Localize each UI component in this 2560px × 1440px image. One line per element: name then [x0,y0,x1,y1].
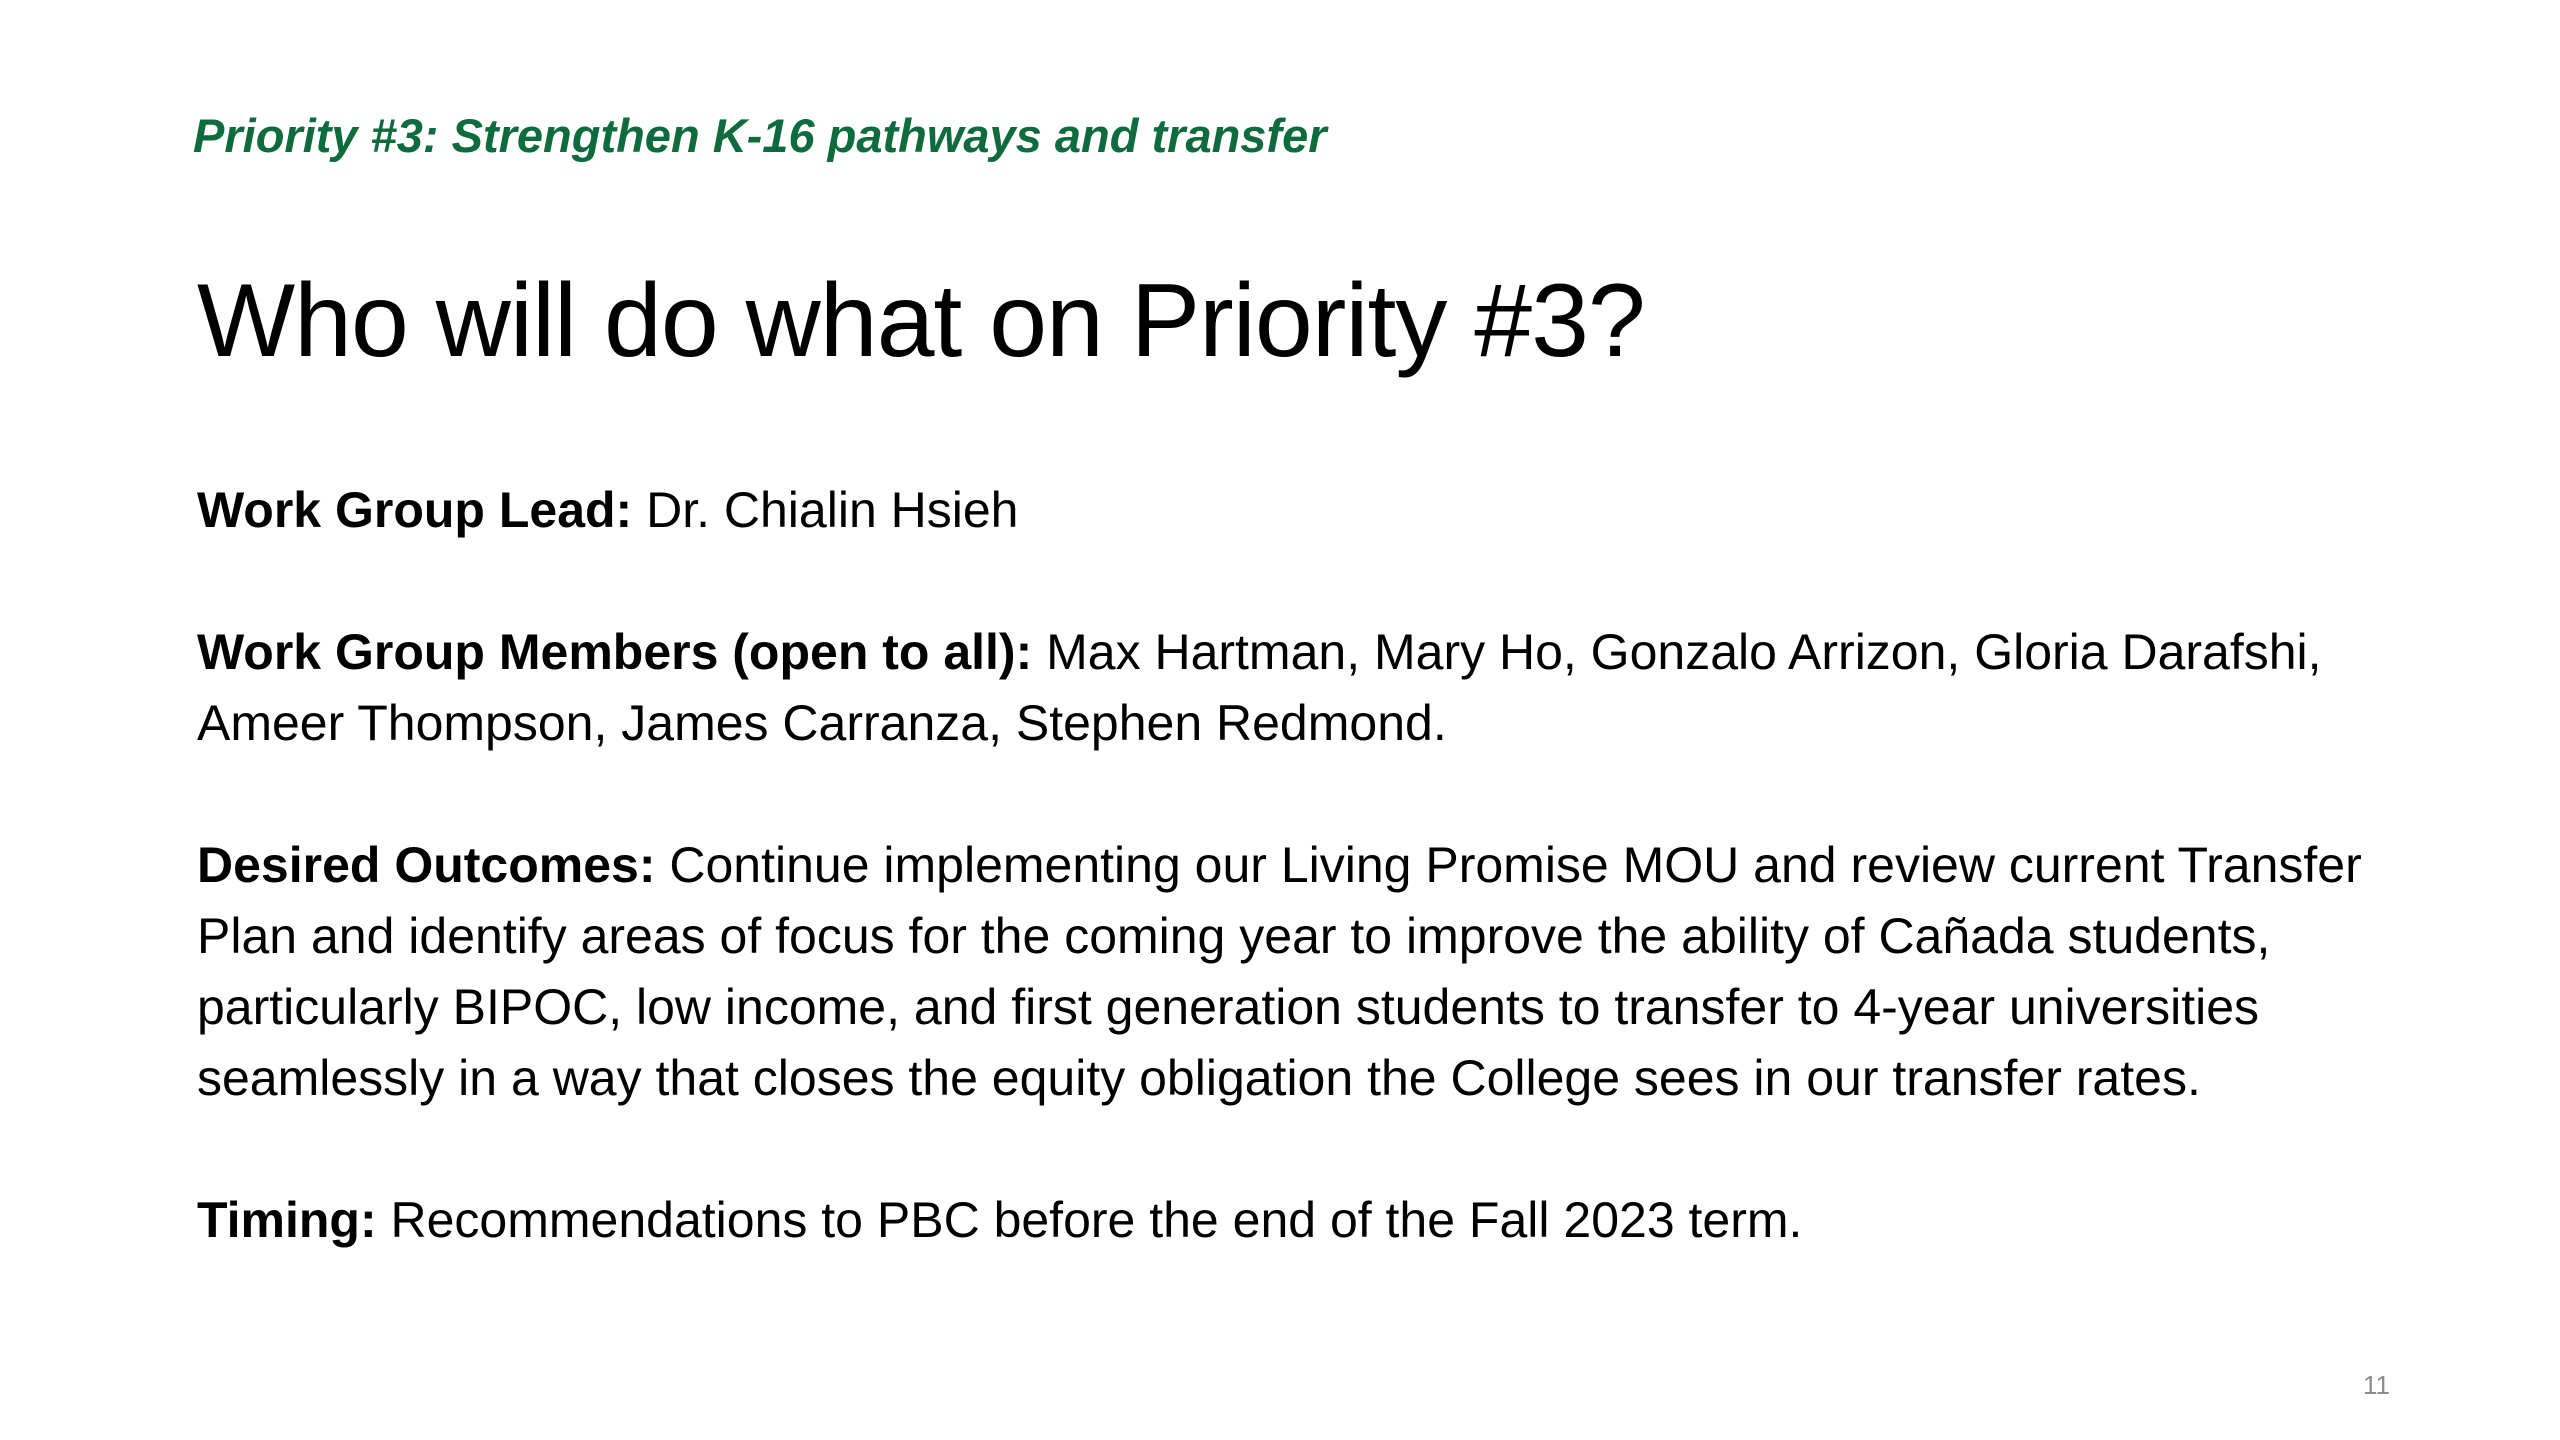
priority-header: Priority #3: Strengthen K-16 pathways and transfer [193,109,1327,162]
page-number: 11 [2363,1370,2390,1400]
desired-outcomes [197,830,2397,1114]
timing-label: Timing: [197,1192,377,1248]
work-group-members-value: Max Hartman, Mary Ho, Gonzalo Arrizon, Gloria Darafshi, Ameer Thompson, James Carranza, Stephen Redmond. [197,624,2322,751]
work-group-lead-label: Work Group Lead: [197,482,633,538]
desired-outcomes-label: Desired Outcomes: [197,837,656,893]
work-group-lead-value: Dr. Chialin Hsieh [632,482,1019,538]
work-group-members-label: Work Group Members (open to all): [197,624,1033,680]
work-group-lead [197,475,2397,546]
timing-value: Recommendations to PBC before the end of the Fall 2023 term. [376,1192,1803,1248]
timing [197,1185,2397,1256]
desired-outcomes-value: Continue implementing our Living Promise MOU and review current Transfer Plan and identify areas of focus for the coming year to improve the ability of Cañada students, particularly BIPOC, low income, and first generation students to transfer to 4-year universities seamlessly in a way that closes the equity obligation the College sees in our transfer rates. [197,837,2362,1106]
work-group-members [197,617,2397,759]
slide-body [197,475,2397,1327]
slide-title: Who will do what on Priority #3? [197,263,1645,379]
